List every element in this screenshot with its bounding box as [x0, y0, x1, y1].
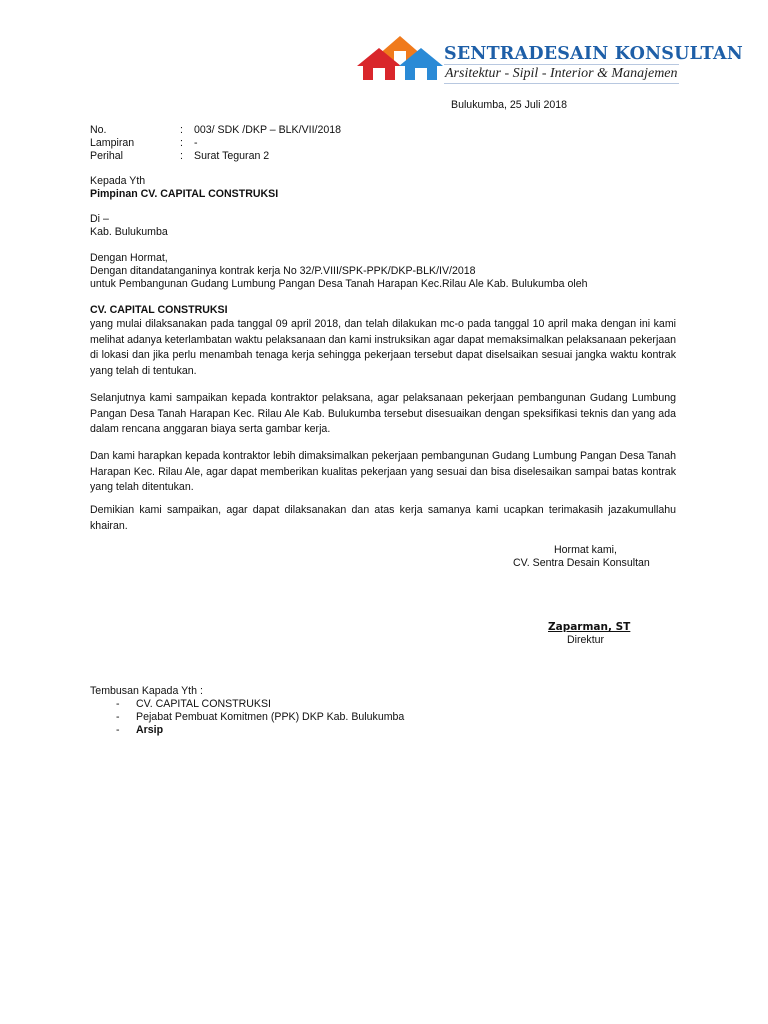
- letterhead-divider-top: [444, 64, 679, 65]
- cc-bullet: -: [116, 698, 120, 710]
- paragraph-1: yang mulai dilaksanakan pada tanggal 09 april 2018, dan telah dilakukan mc-o pada tanggal 10 april maka dengan ini kami melihat adanya keterlambatan waktu pelaksanaan dan kami instruksikan agar dapat memaksimalkan pelaksanaan pekerjaan di lokasi dan jika perlu menambah tenaga kerja sehingga pekerjaan tersebut dapat diselsaikan sesuai jangka waktu kontrak yang telah di tentukan.: [90, 318, 676, 377]
- greeting: Dengan Hormat,: [90, 252, 168, 264]
- contractor-heading: CV. CAPITAL CONSTRUKSI: [90, 304, 228, 316]
- paragraph-3: Dan kami harapkan kepada kontraktor lebih dimaksimalkan pekerjaan pembangunan Gudang Lumbung Pangan Desa Tanah Harapan Kec. Rilau Ale, agar dapat memberikan kualitas pekerjaan yang sesuai dan bisa diselesaikan sampai batas kontrak yang telah ditentukan.: [90, 450, 676, 493]
- meta-lampiran-colon: :: [180, 137, 183, 149]
- cc-item-ppk: Pejabat Pembuat Komitmen (PPK) DKP Kab. Bulukumba: [136, 711, 405, 723]
- logo-red-window: [373, 68, 385, 80]
- paragraph-2: Selanjutnya kami sampaikan kepada kontraktor pelaksana, agar pelaksanaan pekerjaan pembangunan Gudang Lumbung Pangan Desa Tanah Harapan Kec. Rilau Ale Kab. Bulukumba tersebut disesuaikan dengan speksifikasi teknis dan yang ada dalam rencana anggaran biaya serta gambar kerja.: [90, 392, 676, 435]
- cc-bullet: -: [116, 724, 120, 736]
- logo-blue-window: [415, 68, 427, 80]
- meta-lampiran-label: Lampiran: [90, 137, 135, 149]
- meta-no-value: 003/ SDK /DKP – BLK/VII/2018: [194, 124, 342, 136]
- opening-line-2: untuk Pembangunan Gudang Lumbung Pangan Desa Tanah Harapan Kec.Rilau Ale Kab. Bulukumba oleh: [90, 278, 588, 290]
- signer-name: Zaparman, ST: [548, 621, 631, 633]
- paragraph-4: Demikian kami sampaikan, agar dapat dilaksanakan dan atas kerja samanya kami ucapkan terimakasih jazakumullahu khairan.: [90, 504, 676, 532]
- meta-perihal-value: Surat Teguran 2: [194, 150, 270, 162]
- recipient-place: Kab. Bulukumba: [90, 226, 168, 238]
- closing-salutation: Hormat kami,: [554, 544, 617, 556]
- recipient-kepada: Kepada Yth: [90, 175, 146, 187]
- recipient-di: Di –: [90, 213, 109, 225]
- cc-item-contractor: CV. CAPITAL CONSTRUKSI: [136, 698, 272, 710]
- meta-lampiran-value: -: [194, 137, 198, 149]
- closing-company: CV. Sentra Desain Konsultan: [513, 557, 650, 569]
- signer-title: Direktur: [567, 634, 605, 646]
- recipient-name: Pimpinan CV. CAPITAL CONSTRUKSI: [90, 188, 279, 200]
- letterhead-divider-bottom: [444, 83, 679, 84]
- meta-perihal-label: Perihal: [90, 150, 123, 162]
- meta-no-label: No.: [90, 124, 107, 136]
- meta-perihal-colon: :: [180, 150, 183, 162]
- cc-heading: Tembusan Kapada Yth :: [90, 685, 203, 697]
- company-tagline: Arsitektur - Sipil - Interior & Manajemen: [445, 66, 678, 81]
- meta-no-colon: :: [180, 124, 183, 136]
- opening-line-1: Dengan ditandatanganinya kontrak kerja No 32/P.VIII/SPK-PPK/DKP-BLK/IV/2018: [90, 265, 476, 277]
- logo-orange-window: [394, 51, 406, 62]
- letter-date: Bulukumba, 25 Juli 2018: [451, 99, 568, 111]
- cc-item-arsip: Arsip: [136, 724, 164, 736]
- company-name: SENTRADESAIN KONSULTAN: [444, 44, 743, 64]
- cc-bullet: -: [116, 711, 120, 723]
- company-logo: [355, 34, 445, 84]
